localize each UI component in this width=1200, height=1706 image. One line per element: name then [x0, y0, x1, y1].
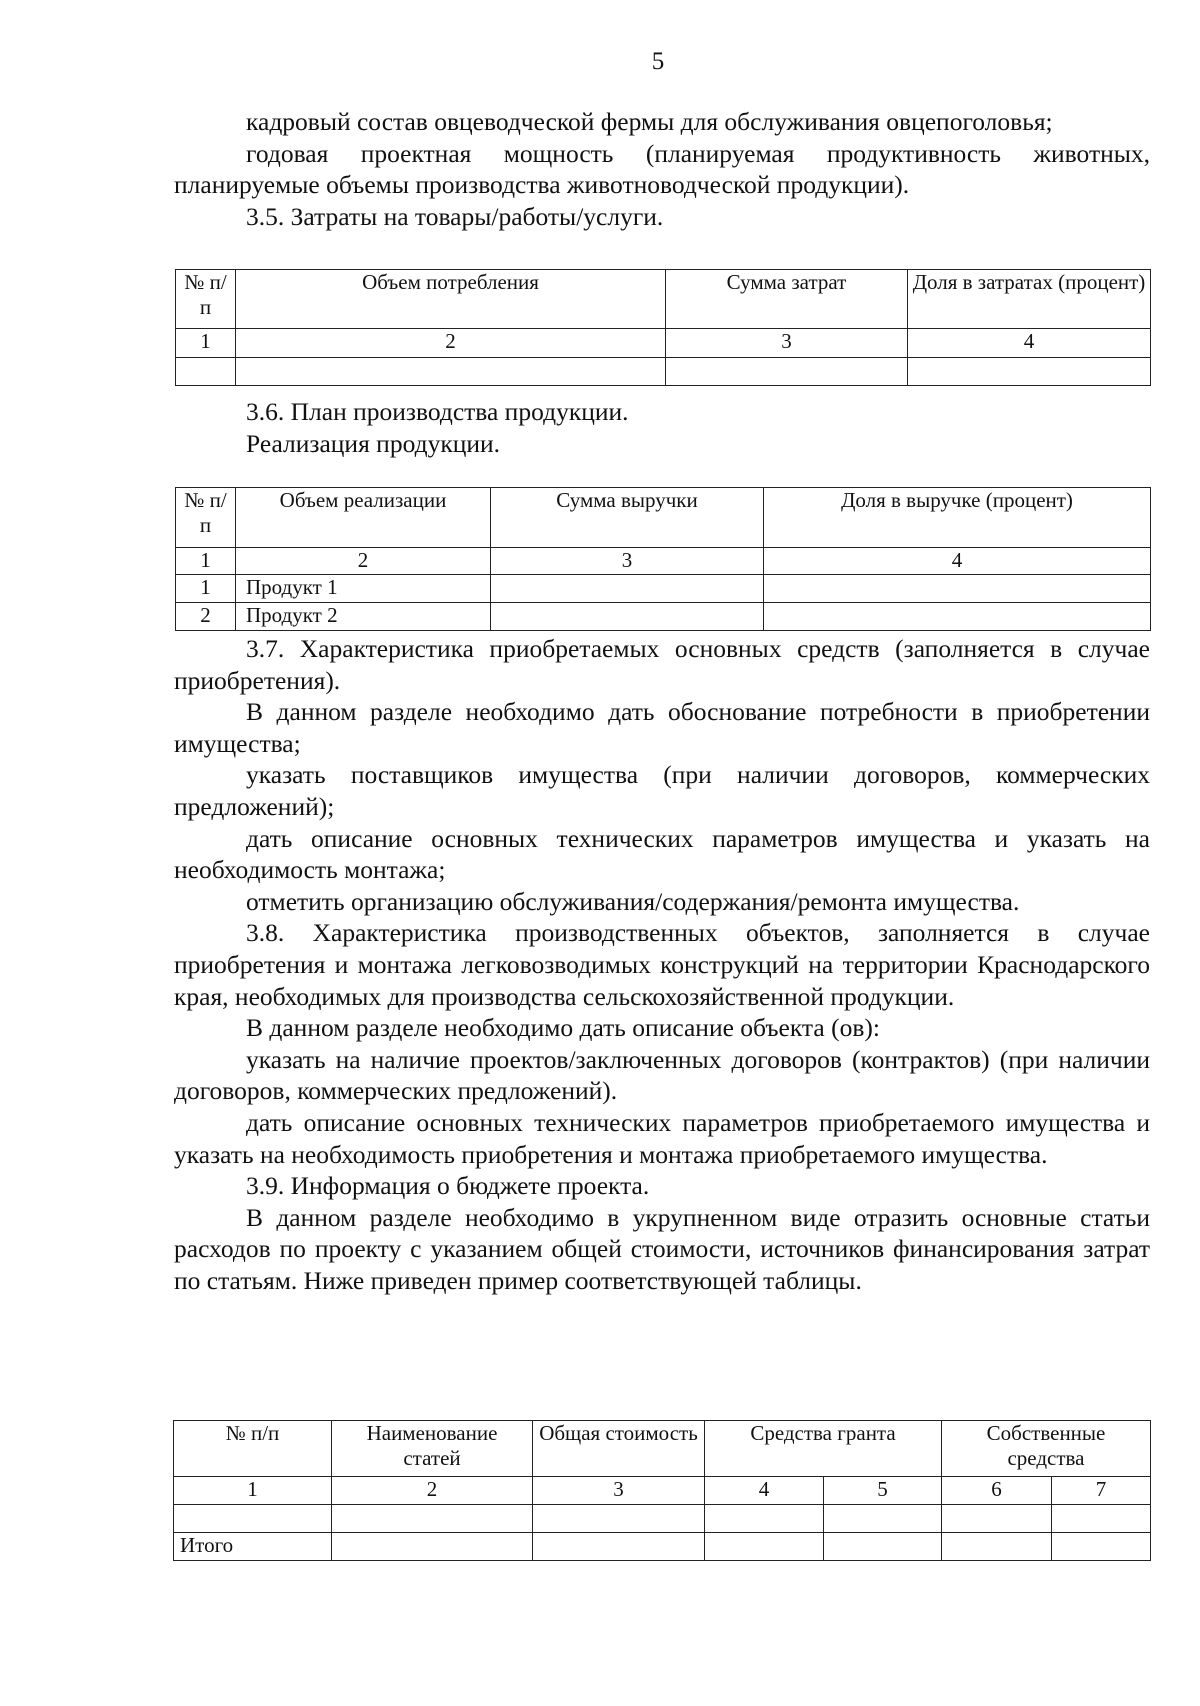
number-cell: 2 [332, 1477, 533, 1505]
number-cell: 4 [705, 1477, 824, 1505]
table-cell [176, 358, 236, 386]
number-cell: 4 [764, 548, 1151, 575]
table-row [176, 358, 1151, 386]
header-cell: № п/п [176, 270, 236, 329]
table-cell [491, 575, 764, 603]
total-label: Итого [174, 1533, 332, 1561]
header-cell: Объем потребления [236, 270, 666, 329]
header-cell: Собственные средства [942, 1421, 1151, 1477]
table-cell [764, 575, 1151, 603]
paragraph-justification: В данном разделе необходимо дать обоснование потребности в приобретении имущества; [174, 697, 1150, 758]
paragraph-maintenance: отметить организацию обслуживания/содержания/ремонта имущества. [246, 886, 1020, 916]
subheading-sales: Реализация продукции. [246, 428, 501, 458]
paragraph-parameters: дать описание основных технических параметров имущества и указать на необходимость монтажа; [174, 823, 1150, 885]
number-cell: 3 [491, 548, 764, 575]
table-cell [332, 1533, 533, 1561]
table-row [174, 1505, 1151, 1533]
number-cell: 1 [174, 1477, 332, 1505]
text-block-sections [174, 633, 1150, 1296]
heading-3-6: 3.6. План производства продукции. [246, 397, 629, 426]
table-cell [764, 603, 1151, 631]
number-cell: 2 [236, 548, 491, 575]
table-cell [533, 1533, 705, 1561]
table-cell [174, 1505, 332, 1533]
table-cell [705, 1505, 824, 1533]
text-block-production [174, 396, 1150, 459]
budget-table [173, 1420, 1151, 1561]
number-cell: 6 [942, 1477, 1052, 1505]
table-cell [236, 358, 666, 386]
table-number-row [176, 329, 1151, 358]
header-cell: Сумма выручки [491, 488, 764, 548]
header-cell: Общая стоимость [533, 1421, 705, 1477]
table-number-row [174, 1477, 1151, 1505]
table-cell [332, 1505, 533, 1533]
paragraph-technical: дать описание основных технических параметров приобретаемого имущества и указать на необходимость приобретения и монтажа приобретаемого имущества. [174, 1107, 1150, 1169]
page-number: 5 [651, 48, 665, 75]
table-total-row [174, 1533, 1151, 1561]
header-cell: Наименование статей [332, 1421, 533, 1477]
table-header-row [176, 270, 1151, 329]
number-cell: 4 [908, 329, 1151, 358]
table-row [176, 603, 1151, 631]
table-header-row [174, 1421, 1151, 1477]
table-cell [533, 1505, 705, 1533]
heading-3-5: 3.5. Затраты на товары/работы/услуги. [246, 201, 664, 231]
number-cell: 7 [1052, 1477, 1151, 1505]
header-cell: Объем реализации [236, 488, 491, 548]
paragraph-capacity: годовая проектная мощность (планируемая продуктивность животных, планируемые объемы производства животноводческой продукции). [174, 138, 1150, 200]
heading-3-7: 3.7. Характеристика приобретаемых основных средств (заполняется в случае приобретения). [174, 634, 1150, 695]
table-header-row [176, 488, 1151, 548]
header-cell: № п/п [174, 1421, 332, 1477]
table-cell [1052, 1505, 1151, 1533]
header-cell: Доля в выручке (процент) [764, 488, 1151, 548]
paragraph-object-description: В данном разделе необходимо дать описание объекта (ов): [246, 1013, 880, 1043]
table-cell: 2 [176, 603, 236, 631]
paragraph-staff: кадровый состав овцеводческой фермы для обслуживания овцепоголовья; [246, 107, 1053, 136]
table-cell [908, 358, 1151, 386]
table-cell [942, 1505, 1052, 1533]
table-cell: Продукт 2 [236, 603, 491, 631]
costs-table [175, 269, 1151, 386]
number-cell: 1 [176, 329, 236, 358]
number-cell: 3 [533, 1477, 705, 1505]
table-number-row [176, 548, 1151, 575]
table-cell: Продукт 1 [236, 575, 491, 603]
table-cell [942, 1533, 1052, 1561]
paragraph-suppliers: указать поставщиков имущества (при наличии договоров, коммерческих предложений); [174, 760, 1150, 821]
header-cell: Сумма затрат [666, 270, 908, 329]
table-cell [491, 603, 764, 631]
heading-3-8: 3.8. Характеристика производственных объектов, заполняется в случае приобретения и монтажа легковозводимых конструкций на территории Краснодарского края, необходимых для производства сельскохозяйственной продукции. [174, 918, 1150, 1011]
sales-table [175, 487, 1151, 631]
table-cell [666, 358, 908, 386]
number-cell: 2 [236, 329, 666, 358]
header-cell: № п/п [176, 488, 236, 548]
number-cell: 5 [824, 1477, 942, 1505]
table-row [176, 575, 1151, 603]
header-cell: Доля в затратах (процент) [908, 270, 1151, 329]
header-cell: Средства гранта [705, 1421, 942, 1477]
number-cell: 3 [666, 329, 908, 358]
paragraph-contracts: указать на наличие проектов/заключенных договоров (контрактов) (при наличии договоров, коммерческих предложений). [174, 1044, 1150, 1106]
heading-3-9: 3.9. Информация о бюджете проекта. [246, 1171, 650, 1201]
table-cell: 1 [176, 575, 236, 603]
table-cell [824, 1505, 942, 1533]
table-cell [1052, 1533, 1151, 1561]
paragraph-budget: В данном разделе необходимо в укрупненном виде отразить основные статьи расходов по проекту с указанием общей стоимости, источников финансирования затрат по статьям. Ниже приведен пример соответствующей таблицы. [174, 1202, 1150, 1295]
table-cell [824, 1533, 942, 1561]
table-cell [705, 1533, 824, 1561]
text-block-intro [174, 106, 1150, 232]
number-cell: 1 [176, 548, 236, 575]
